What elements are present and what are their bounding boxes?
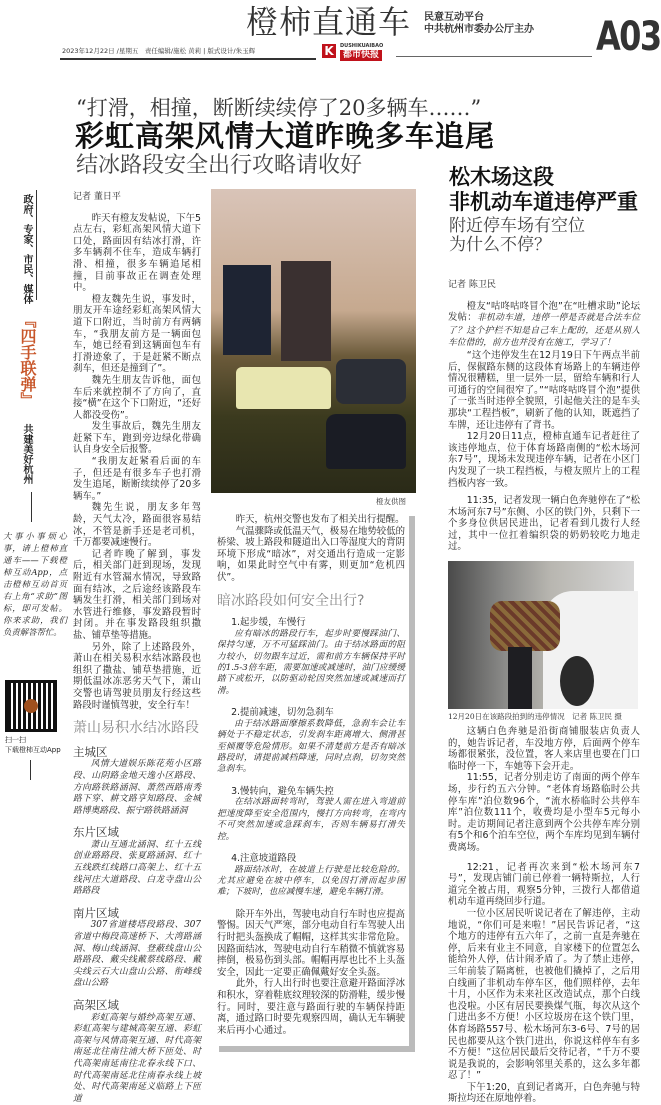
accident-scene-photo <box>211 189 416 493</box>
second-title-line1: 松木场这段 <box>449 165 554 189</box>
paragraph: 此外，行人出行时也要注意避开路面浮冰和积水，穿着鞋底纹理较深的防滑鞋，缓步慢行。同时，要注意与路面行驶的车辆保持距离，通过路口时要先观察四周，确认无车辆驶来后再小心通过。 <box>217 978 405 1036</box>
tip-text: 由于结冰路面摩擦系数降低，急刹车会让车辆处于不稳定状态，引发刹车距离增大、侧滑甚至倾覆等危险情形。如果不清楚前方是否有暗冰路段时，请提前减档降速，同时点刹，切勿突然急刹车。 <box>217 718 405 775</box>
paragraph: 12:21，记者再次来到“松木场河东7号”，发现店铺门前已停着一辆特斯拉，人行道完全被占用，观察5分钟，三拨行人都借道机动车道再绕回步行道。 <box>448 861 640 908</box>
byline: 记者 陈卫民 <box>448 280 496 290</box>
area-title: 高架区域 <box>73 998 119 1012</box>
paragraph: 一位小区居民听说记者在了解违停，主动地说，“你们可是来啦！”居民告诉记者，“这个地方的违停有五六年了，之前一直是奔驰在停，后来有业主不同意，自家楼下的位置怎么能给外人停，估计闹矛盾了。为了禁止违停，三年前装了隔离桩，也被他们撬掉了，之后用白线画了非机动车停车区，他们照样停，去年十月，小区作为未来社区改造试点，那个白线也没啦。小区有居民要换煤气瓶，每次从这个门进出多不方便！小区垃圾房在这个铁门里，体育场路557号、松木场河东3-6号、7号的居民也都要从这个铁门进出，你说这样停车有多不方便！”这位居民最后交待记者，“千万不要说是我说的，会影响邻里关系的，这么多年都忍了！” <box>448 907 640 1082</box>
section-title-safety: 暗冰路段如何安全出行? <box>217 592 365 609</box>
masthead-sub-platform: 民意互动平台 <box>424 12 484 23</box>
tip-title: 4.注意坡道路段 <box>231 853 297 865</box>
paragraph: 魏先生朋友告诉他，面包车后来就控制不了方向了，直接“横”在这个下口附近，“还好人都没受伤”。 <box>73 374 201 421</box>
area-roads: 风情大道娱乐陈花苑小区路段、山阴路金地天逸小区路段、方向路铁路涵洞、萧然西路南秀路下穿、耕文路亨知路段、金城路博奥路段、振宁路铁路涵洞 <box>73 759 201 816</box>
second-article-title <box>449 165 638 215</box>
masthead: 橙柿直通车 <box>246 3 412 41</box>
white-van <box>236 367 331 409</box>
logo-english: DUSHIKUAIBAO <box>340 43 384 49</box>
sidebar-slogan-top: 政府、专家、市民、媒体 <box>21 194 32 304</box>
pedestrian <box>508 647 532 709</box>
area-roads: 307省道楼塔段路段、307省道中梅段高速桥下、大湾路涵洞、梅山线涵洞、登蔽线盘山公路路段、戴尖线戴蔡线路段、戴尖线云石大山盘山公路、衔峰线盘山公路 <box>73 920 201 989</box>
paragraph: 12月20日11点，橙柿直通车记者赶往了该违停地点，位于体育场路南侧的“松木场河东7号”，现场未发现违停车辆，记者在小区门内发现了一块工程挡板，与橙友照片上的工程挡板内容一致。 <box>448 431 640 489</box>
subheadline: 结冰路段安全出行攻略请收好 <box>76 153 363 178</box>
paragraph: 橙友魏先生说，事发时，朋友开车途经彩虹高架风情大道下口附近，当时前方有两辆车，“我朋友前方是一辆面包车，她已经看到这辆面包车有打滑迹象了，于是赶紧不断点刹车，但还是撞到了”。 <box>73 293 201 375</box>
area-title: 主城区 <box>73 744 108 759</box>
sidebar-promo: 大事小事烦心事，请上橙柿直通车——下载橙柿互动App，点击橙柿互动首页右上角“求助”图标，即可发帖。你来求助，我们负责解答帮忙。 <box>3 531 67 637</box>
woven-bag <box>490 601 560 651</box>
qr-code-icon[interactable] <box>5 680 57 732</box>
second-subtitle-line2: 为什么不停？ <box>449 235 551 255</box>
masthead-subtitle <box>424 12 534 36</box>
tip-text: 在结冰路面转弯时，驾驶人需在进入弯道前把速度降至安全范围内，慢打方向转弯，在弯内不可突然加速或急踩刹车，否则车辆易打滑失控。 <box>217 797 405 842</box>
sidebar-slogan-mid: 『四手联弹』 <box>18 312 37 408</box>
forum-post-quote: 非机动车道，违停一停是否就是合法车位了？这个护栏不知是自己车上配的，还是从别人车位借的，前方也并没有在施工，学习了！ <box>448 313 640 349</box>
paragraph: 另外，除了上述路段外，萧山在相关易积水结冰路段也组织了撒盐、铺草垫措施，近期低温冰冻恶劣天气下，萧山交警也请驾驶员朋友行经这些路段时谨慎驾驶，安全行车！ <box>73 641 201 711</box>
headline-kicker: “打滑，相撞，断断续续停了20多辆车……” <box>76 96 482 120</box>
dark-car <box>326 414 406 469</box>
header-rule-left <box>60 58 316 60</box>
paragraph: 除开车外出，驾驶电动自行车时也应提高警惕。因天气严寒，部分电动自行车驾驶人出行时把头盔换成了帽帽，这样其实非常危险。因路面结冰，驾驶电动自行车稍微不慎就容易摔倒，极易伤到头部。帽帽再厚也比不上头盔安全，因此一定要正确佩戴好安全头盔。 <box>217 908 405 978</box>
area-roads: 彩虹高架与婚纱高架互通、彩虹高架与建城高架互通、彩虹高架与风情高架互通、时代高架南延北往南往浦大桥下匝处、时代高架南延南往北春永线下口、时代高架南延北往南春永线上坡处、时代高架南延义临路上下匝道 <box>73 1012 201 1104</box>
paragraph: 发生事故后，魏先生朋友赶紧下车，跑到旁边绿化带确认自身安全后报警。 <box>73 421 201 456</box>
paragraph: 这辆白色奔驰是沿街商铺服装店负责人的，她告诉记者，车没地方停，后面两个停车场都很紧张，没位置，客人来店里也要在门口临时停一下，车她等下会开走。 <box>448 726 640 772</box>
forum-post-lead: 橙友“咕咚咕咚冒个泡”在“吐槽求助”论坛发帖： <box>448 300 640 324</box>
sidebar-slogan-bottom: 共建美好杭州 <box>21 424 32 484</box>
logo-chinese: 都市快报 <box>340 50 382 61</box>
sidebar-line-bottom <box>31 492 33 522</box>
paragraph: 11:55，记者分别走访了南面的两个停车场，步行约五六分钟。“老体育场路临时公共停车库”泊位数96个，“流水桥临时公共停车库”泊位数111个，收费均是小型车5元每小时。走访期间记者注意到两个公共停车库分别有5个和6个泊车空位，两个车库均见到车辆付费离场。 <box>448 772 640 853</box>
building-silhouette <box>281 261 331 361</box>
section-title-xiaoshan: 萧山易积水结冰路段 <box>73 720 199 737</box>
dark-car <box>336 359 406 404</box>
second-title-line2: 非机动车道违停严重 <box>449 190 638 214</box>
paragraph: 下午1:20，直到记者离开，白色奔驰与特斯拉均还在原地停着。 <box>448 1081 640 1105</box>
main-article-column <box>73 192 201 1105</box>
second-subtitle-line1: 附近停车场有空位 <box>449 216 585 236</box>
paragraph: 昨天有橙友发帖说，下午5点左右，彩虹高架风情大道下口处，路面因有结冰打滑，许多车辆刹不住车，造成车辆打滑、相撞，很多车辆追尾相撞，目前事故正在调查处理中。 <box>73 212 201 294</box>
paragraph: 魏先生说，朋友多年驾龄，天气太冷，路面很容易结冰，不管是新手还是老司机，千万都要减速慢行。 <box>73 502 201 549</box>
sidebar-line-top <box>36 190 38 300</box>
tip-title: 1.起步缓，车慢行 <box>231 617 306 629</box>
tip-title: 3.慢转向，避免车辆失控 <box>231 785 334 797</box>
safety-tips-box <box>213 510 409 1046</box>
byline: 记者 董日平 <box>73 192 121 202</box>
paragraph: “这个违停发生在12月19日下午两点半前后，保俶路东侧的这段体育场路上的车辆违停情况很糟糕，里一层外一层，留给车辆和行人可通行的空间很窄了。”“咕咚咕咚冒个泡”提供了一张当时违停全貌照，引起他关注的是车头那块“工程挡板”，刷新了他的认知，既遮挡了车牌，还让违停有了背书。 <box>448 349 640 431</box>
second-article-subtitle <box>449 217 585 255</box>
qr-label-scan: 扫一扫 <box>5 736 26 744</box>
headline: 彩虹高架风情大道昨晚多车追尾 <box>75 119 496 153</box>
paragraph <box>448 301 640 350</box>
sidebar-line-end <box>30 760 32 780</box>
photo-credit: 橙友供图 <box>376 497 406 506</box>
tip-text: 应有暗冰的路段行车，起步时要慢踩油门、保持匀速，万不可猛踩油门。由于结冰路面的阻力较小，切勿跟车过近，需和前方车辆保持平时的1.5-3倍车距，需要加速或减速时，油门应缓缓踏下或松开，以防驱动轮因突然加速或减速而打滑。 <box>217 628 405 696</box>
paragraph: “我朋友赶紧看后面的车子，但还是有很多车子也打滑发生追尾，断断续续停了20多辆车。” <box>73 456 201 502</box>
masthead-sub-sponsor: 中共杭州市委办公厅主办 <box>424 24 534 35</box>
second-article-column <box>448 280 640 1105</box>
car-wheel <box>560 656 594 706</box>
tip-text: 路面结冰时，在坡道上行驶是比较危险的。尤其应避免在坡中停车，以免因打滑而起步困难；下坡时，也应减慢车速，避免车辆打滑。 <box>217 864 405 898</box>
paragraph: 11:35，记者发现一辆白色奔驰停在了“松木场河东7号”东侧、小区的铁门外，只剩下一个多身位供居民进出，记者看到几拨行人经过，其中一位扛着编织袋的奶奶较吃力地走过。 <box>448 495 640 553</box>
tip-title: 2.提前减速，切勿急刹车 <box>231 707 334 719</box>
paragraph: 记者昨晚了解到，事发后，相关部门赶到现场，发现附近有水管漏水情况，导致路面有结冰，之后途经该路段车辆发生打滑，相关部门到场对水管进行维修，事发路段暂时封闭。并在事发路段组织撒盐、铺草垫等措施。 <box>73 548 201 641</box>
area-title: 南片区域 <box>73 905 119 920</box>
building-silhouette <box>223 265 271 355</box>
photo-caption: 12月20日在该路段拍到的违停情况 记者 陈卫民 摄 <box>448 712 622 722</box>
sidebar <box>0 180 70 780</box>
header-rule-right <box>396 56 592 57</box>
paragraph: 气温骤降或低温天气，极易在地势较低的桥梁、坡上路段和隧道出入口等湿度大的背阴环境下形成“暗冰”，对交通出行造成一定影响，如果此时空气中有雾，则更加“危机四伏”。 <box>217 525 405 583</box>
dateline: 2023年12月22日 /星期五 责任编辑/施松 黄莉 | 版式设计/朱玉辉 <box>62 47 256 55</box>
page-number: A03 <box>596 14 661 60</box>
paragraph: 昨天，杭州交警也发布了相关出行提醒。 <box>235 514 405 525</box>
area-roads: 萧山互通北涵洞、红十五线创业路路段、张夏路涵洞、红十五线跌红线路口高架上、红十五线河庄大道路段、白龙寺盘山公路路段 <box>73 839 201 897</box>
newspaper-logo-icon: K <box>322 44 336 58</box>
qr-label-download: 下载橙柿互动App <box>5 746 61 754</box>
illegal-parking-photo <box>448 561 634 709</box>
area-title: 东片区域 <box>73 825 119 840</box>
